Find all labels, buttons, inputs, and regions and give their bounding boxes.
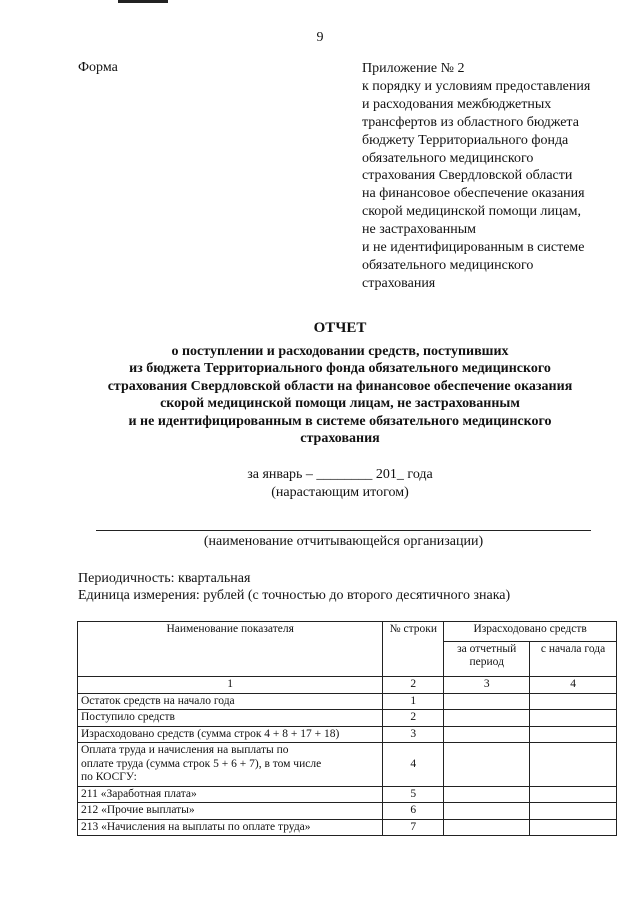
title-line: страхования [300, 431, 380, 446]
table-row [78, 726, 617, 743]
row-name: Оплата труда и начисления на выплаты по оплате труда (сумма строк 5 + 6 + 7), в том числе по КОСГУ: [78, 743, 383, 787]
header-spent: Израсходовано средств [444, 622, 617, 642]
reporting-period [60, 466, 620, 502]
appendix-line: и не идентифицированным в системе [362, 240, 585, 256]
title-line: скорой медицинской помощи лицам, не застрахованным [160, 396, 520, 411]
appendix-line: обязательного медицинского [362, 257, 534, 273]
column-number: 3 [444, 677, 530, 694]
column-number: 4 [530, 677, 617, 694]
table-row [78, 786, 617, 803]
report-table [77, 621, 617, 836]
appendix-line: трансфертов из областного бюджета [362, 114, 579, 130]
appendix-line: скорой медицинской помощи лицам, [362, 204, 581, 220]
row-current-value [444, 743, 530, 787]
appendix-line: страхования Свердловской области [362, 168, 573, 184]
page-number: 9 [316, 30, 324, 45]
row-current-value [444, 819, 530, 836]
row-name: 212 «Прочие выплаты» [78, 803, 383, 820]
title-heading: ОТЧЕТ [313, 320, 367, 336]
appendix-line: на финансовое обеспечение оказания [362, 186, 585, 202]
row-number: 4 [383, 743, 444, 787]
row-name: 211 «Заработная плата» [78, 786, 383, 803]
row-current-value [444, 786, 530, 803]
appendix-line: не застрахованным [362, 222, 477, 238]
table-row [78, 743, 617, 787]
period-line: за январь – ________ 201_ года [247, 467, 433, 482]
row-ytd-value [530, 786, 617, 803]
title-line: страхования Свердловской области на финансовое обеспечение оказания [107, 378, 573, 394]
row-name: Израсходовано средств (сумма строк 4 + 8 + 17 + 18) [78, 726, 383, 743]
table-row [78, 803, 617, 820]
row-current-value [444, 710, 530, 727]
row-current-value [444, 693, 530, 710]
row-name: Поступило средств [78, 710, 383, 727]
table-row [78, 819, 617, 836]
row-ytd-value [530, 726, 617, 743]
column-number-row [78, 677, 617, 694]
column-number: 2 [383, 677, 444, 694]
row-number: 6 [383, 803, 444, 820]
appendix-line: и расходования межбюджетных [362, 96, 552, 112]
row-ytd-value [530, 693, 617, 710]
row-number: 2 [383, 710, 444, 727]
title-line: из бюджета Территориального фонда обязательного медицинского [129, 361, 551, 376]
title-line: и не идентифицированным в системе обязательного медицинского [128, 413, 552, 429]
appendix-line: страхования [362, 275, 436, 291]
row-ytd-value [530, 710, 617, 727]
row-number: 5 [383, 786, 444, 803]
periodicity: Периодичность: квартальная [78, 571, 251, 586]
row-current-value [444, 726, 530, 743]
column-number: 1 [78, 677, 383, 694]
report-meta [78, 570, 510, 604]
row-ytd-value [530, 743, 617, 787]
appendix-block [362, 60, 630, 293]
table-row [78, 693, 617, 710]
header-current-period: за отчетный период [444, 641, 530, 676]
row-ytd-value [530, 803, 617, 820]
form-label: Форма [78, 60, 118, 75]
header-year-to-date: с начала года [530, 641, 617, 676]
row-current-value [444, 803, 530, 820]
table-header-row [78, 622, 617, 642]
row-number: 7 [383, 819, 444, 836]
header-indicator-name: Наименование показателя [78, 622, 383, 677]
appendix-line: Приложение № 2 [362, 61, 465, 76]
appendix-line: к порядку и условиям предоставления [362, 78, 591, 94]
appendix-line: бюджету Территориального фонда [362, 132, 569, 148]
scan-mark [118, 0, 168, 3]
organization-caption: (наименование отчитывающейся организации) [203, 534, 484, 549]
row-ytd-value [530, 819, 617, 836]
cumulative-note: (нарастающим итогом) [271, 485, 409, 500]
report-title [60, 320, 620, 448]
measurement-unit: Единица измерения: рублей (с точностью до второго десятичного знака) [78, 588, 511, 603]
organization-name-line [96, 530, 591, 531]
row-number: 1 [383, 693, 444, 710]
row-name: 213 «Начисления на выплаты по оплате труда» [78, 819, 383, 836]
table-row [78, 710, 617, 727]
row-number: 3 [383, 726, 444, 743]
appendix-line: обязательного медицинского [362, 150, 534, 166]
title-line: о поступлении и расходовании средств, поступивших [171, 343, 509, 359]
row-name: Остаток средств на начало года [78, 693, 383, 710]
header-row-number: № строки [383, 622, 444, 677]
